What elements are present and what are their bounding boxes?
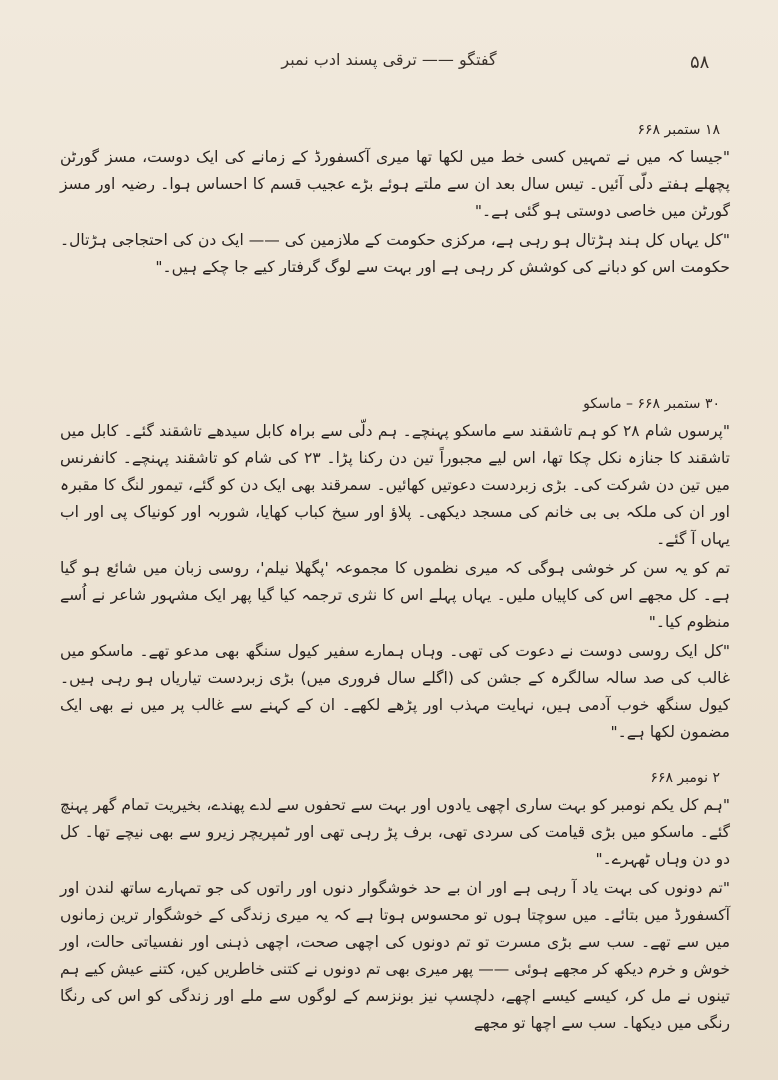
letter-entry [60, 122, 730, 283]
paragraph: "کل یہاں کل ہند ہڑتال ہو رہی ہے، مرکزی حکومت کے ملازمین کی —— ایک دن کی احتجاجی ہڑتال۔ حکومت اس کو دبانے کی کوشش کر رہی ہے اور بہت سے لوگ گرفتار کیے جا چکے ہیں۔" [60, 231, 730, 276]
running-header: گفتگو —— ترقی پسند ادب نمبر [281, 50, 497, 69]
paragraph: "جیسا کہ میں نے تمہیں کسی خط میں لکھا تھا میری آکسفورڈ کے زمانے کی ایک دوست، مسز گورٹن پچھلے ہفتے دلّی آئیں۔ تیس سال بعد ان سے ملتے ہوئے بڑے عجیب قسم کا احساس ہوا۔ رضیہ اور مسز گورٹن میں خاصی دوستی ہو گئی ہے۔" [60, 148, 730, 220]
letter-entry [60, 396, 730, 748]
letter-entry [60, 770, 730, 1039]
paragraph: تم کو یہ سن کر خوشی ہوگی کہ میری نظموں کا مجموعہ 'پگھلا نیلم'، روسی زبان میں شائع ہو گیا ہے۔ کل مجھے اس کی کاپیاں ملیں۔ یہاں پہلے اس کا نثری ترجمہ کیا گیا پھر ایک مشہور شاعر نے اُسے منظوم کیا۔" [60, 559, 730, 631]
page-number: ۵۸ [690, 52, 710, 73]
paragraph: "کل ایک روسی دوست نے دعوت کی تھی۔ وہاں ہمارے سفیر کیول سنگھ بھی مدعو تھے۔ ماسکو میں غالب کی صد سالہ سالگرہ کے جشن کی (اگلے سال فروری میں) بڑی زبردست تیاریاں ہو رہی ہیں۔ کیول سنگھ خوب آدمی ہیں، نہایت مہذب اور پڑھے لکھے۔ ان کے کہنے سے غالب پر میں نے بھی ایک مضمون لکھا ہے۔" [60, 642, 730, 741]
entry-date: ۱۸ ستمبر ۶۶۸ [637, 122, 720, 138]
paragraph: "پرسوں شام ۲۸ کو ہم تاشقند سے ماسکو پہنچے۔ ہم دلّی سے براہ کابل سیدھے تاشقند گئے۔ کابل میں تاشقند کا جنازہ نکل چکا تھا، اس لیے مجبوراً تین دن رکنا پڑا۔ ۲۳ کی شام کو تاشقند پہنچے۔ کانفرنس میں تین دن شرکت کی۔ بڑی زبردست دعوتیں کھائیں۔ سمرقند بھی ایک دن کو گئے، تیمور لنگ کا مقبرہ اور ان کی ملکہ بی بی خانم کی مسجد دیکھی۔ پلاؤ اور سیخ کباب کھایا، شوربہ اور کونیاک پی اور اب یہاں آ گئے۔ [60, 422, 730, 548]
paragraph: "تم دونوں کی بہت یاد آ رہی ہے اور ان بے حد خوشگوار دنوں اور راتوں کی جو تمہارے ساتھ لندن اور آکسفورڈ میں بتائے۔ میں سوچتا ہوں تو محسوس ہوتا ہے کہ یہ میری زندگی کے خوشگوار ترین زمانوں میں سے تھے۔ سب سے بڑی مسرت تو تم دونوں کی اچھی صحت، اچھی ذہنی اور نفسیاتی حالت، اور خوش و خرم دیکھ کر مجھے ہوئی —— پھر میری بھی تم دونوں نے کتنی خاطریں کیں، کتنے عیش کیے ہم تینوں نے مل کر، کیسے کیسے اچھے، دلچسپ نیز بونزسم کے لوگوں سے ملے اور زندگی کو اس کی رنگا رنگی میں دیکھا۔ سب سے اچھا تو مجھے [60, 879, 730, 1032]
entry-date: ۲ نومبر ۶۶۸ [650, 770, 720, 786]
paragraph: "ہم کل یکم نومبر کو بہت ساری اچھی یادوں اور بہت سے تحفوں سے لدے پھندے، بخیریت تمام گھر پہنچ گئے۔ ماسکو میں بڑی قیامت کی سردی تھی، برف پڑ رہی تھی اور ٹمپریچر زیرو سے بھی نیچے تھا۔ کل دو دن وہاں ٹھہرے۔" [60, 796, 730, 868]
entry-date: ۳۰ ستمبر ۶۶۸ – ماسکو [583, 396, 720, 412]
